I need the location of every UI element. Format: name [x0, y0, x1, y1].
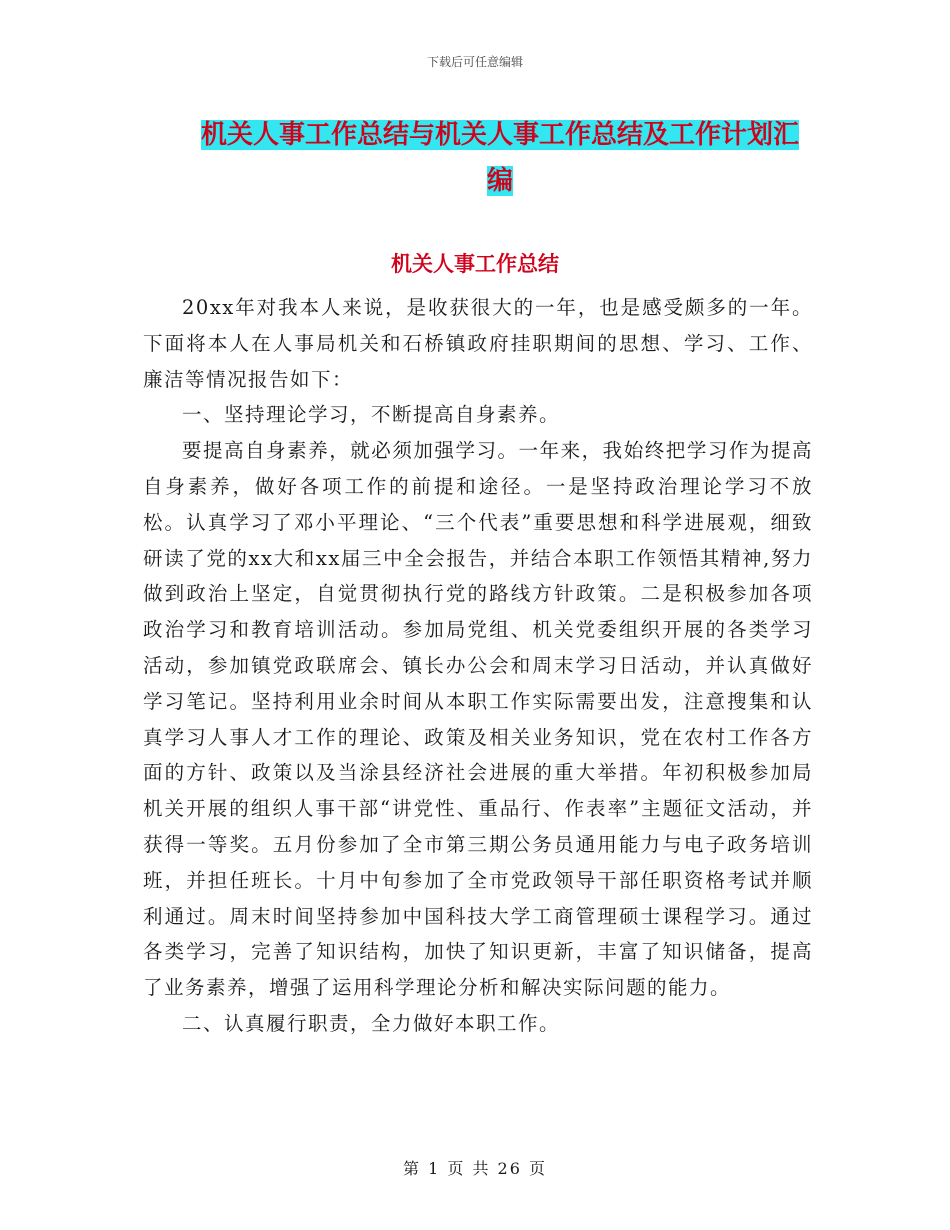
page-footer: 第 1 页 共 26 页	[403, 1159, 547, 1178]
paragraph-heading-1: 一、坚持理论学习，不断提高自身素养。	[182, 403, 561, 427]
document-title	[190, 112, 810, 204]
title-line-1: 机关人事工作总结与机关人事工作总结及工作计划汇	[200, 120, 799, 150]
paragraph-heading-2: 二、认真履行职责，全力做好本职工作。	[182, 1011, 561, 1035]
document-body	[143, 290, 813, 1042]
paragraph-study: 要提高自身素养，就必须加强学习。一年来，我始终把学习作为提高自身素养，做好各项工作的前提和途径。一是坚持政治理论学习不放松。认真学习了邓小平理论、“三个代表”重要思想和科学进展观，细致研读了党的xx大和xx届三中全会报告，并结合本职工作领悟其精神,努力做到政治上坚定，自觉贯彻执行党的路线方针政策。二是积极参加各项政治学习和教育培训活动。参加局党组、机关党委组织开展的各类学习活动，参加镇党政联席会、镇长办公会和周末学习日活动，并认真做好学习笔记。坚持利用业余时间从本职工作实际需要出发，注意搜集和认真学习人事人才工作的理论、政策及相关业务知识，党在农村工作各方面的方针、政策以及当涂县经济社会进展的重大举措。年初积极参加局机关开展的组织人事干部“讲党性、重品行、作表率”主题征文活动，并获得一等奖。五月份参加了全市第三期公务员通用能力与电子政务培训班，并担任班长。十月中旬参加了全市党政领导干部任职资格考试并顺利通过。周末时间坚持参加中国科技大学工商管理硕士课程学习。通过各类学习，完善了知识结构，加快了知识更新，丰富了知识储备，提高了业务素养，增强了运用科学理论分析和解决实际问题的能力。	[143, 439, 813, 1000]
header-note: 下载后可任意编辑	[426, 55, 523, 69]
paragraph-intro: 20xx年对我本人来说，是收获很大的一年，也是感受颇多的一年。下面将本人在人事局机关和石桥镇政府挂职期间的思想、学习、工作、廉洁等情况报告如下：	[143, 296, 813, 391]
title-line-2: 编	[486, 166, 513, 196]
section-title: 机关人事工作总结	[391, 252, 559, 276]
